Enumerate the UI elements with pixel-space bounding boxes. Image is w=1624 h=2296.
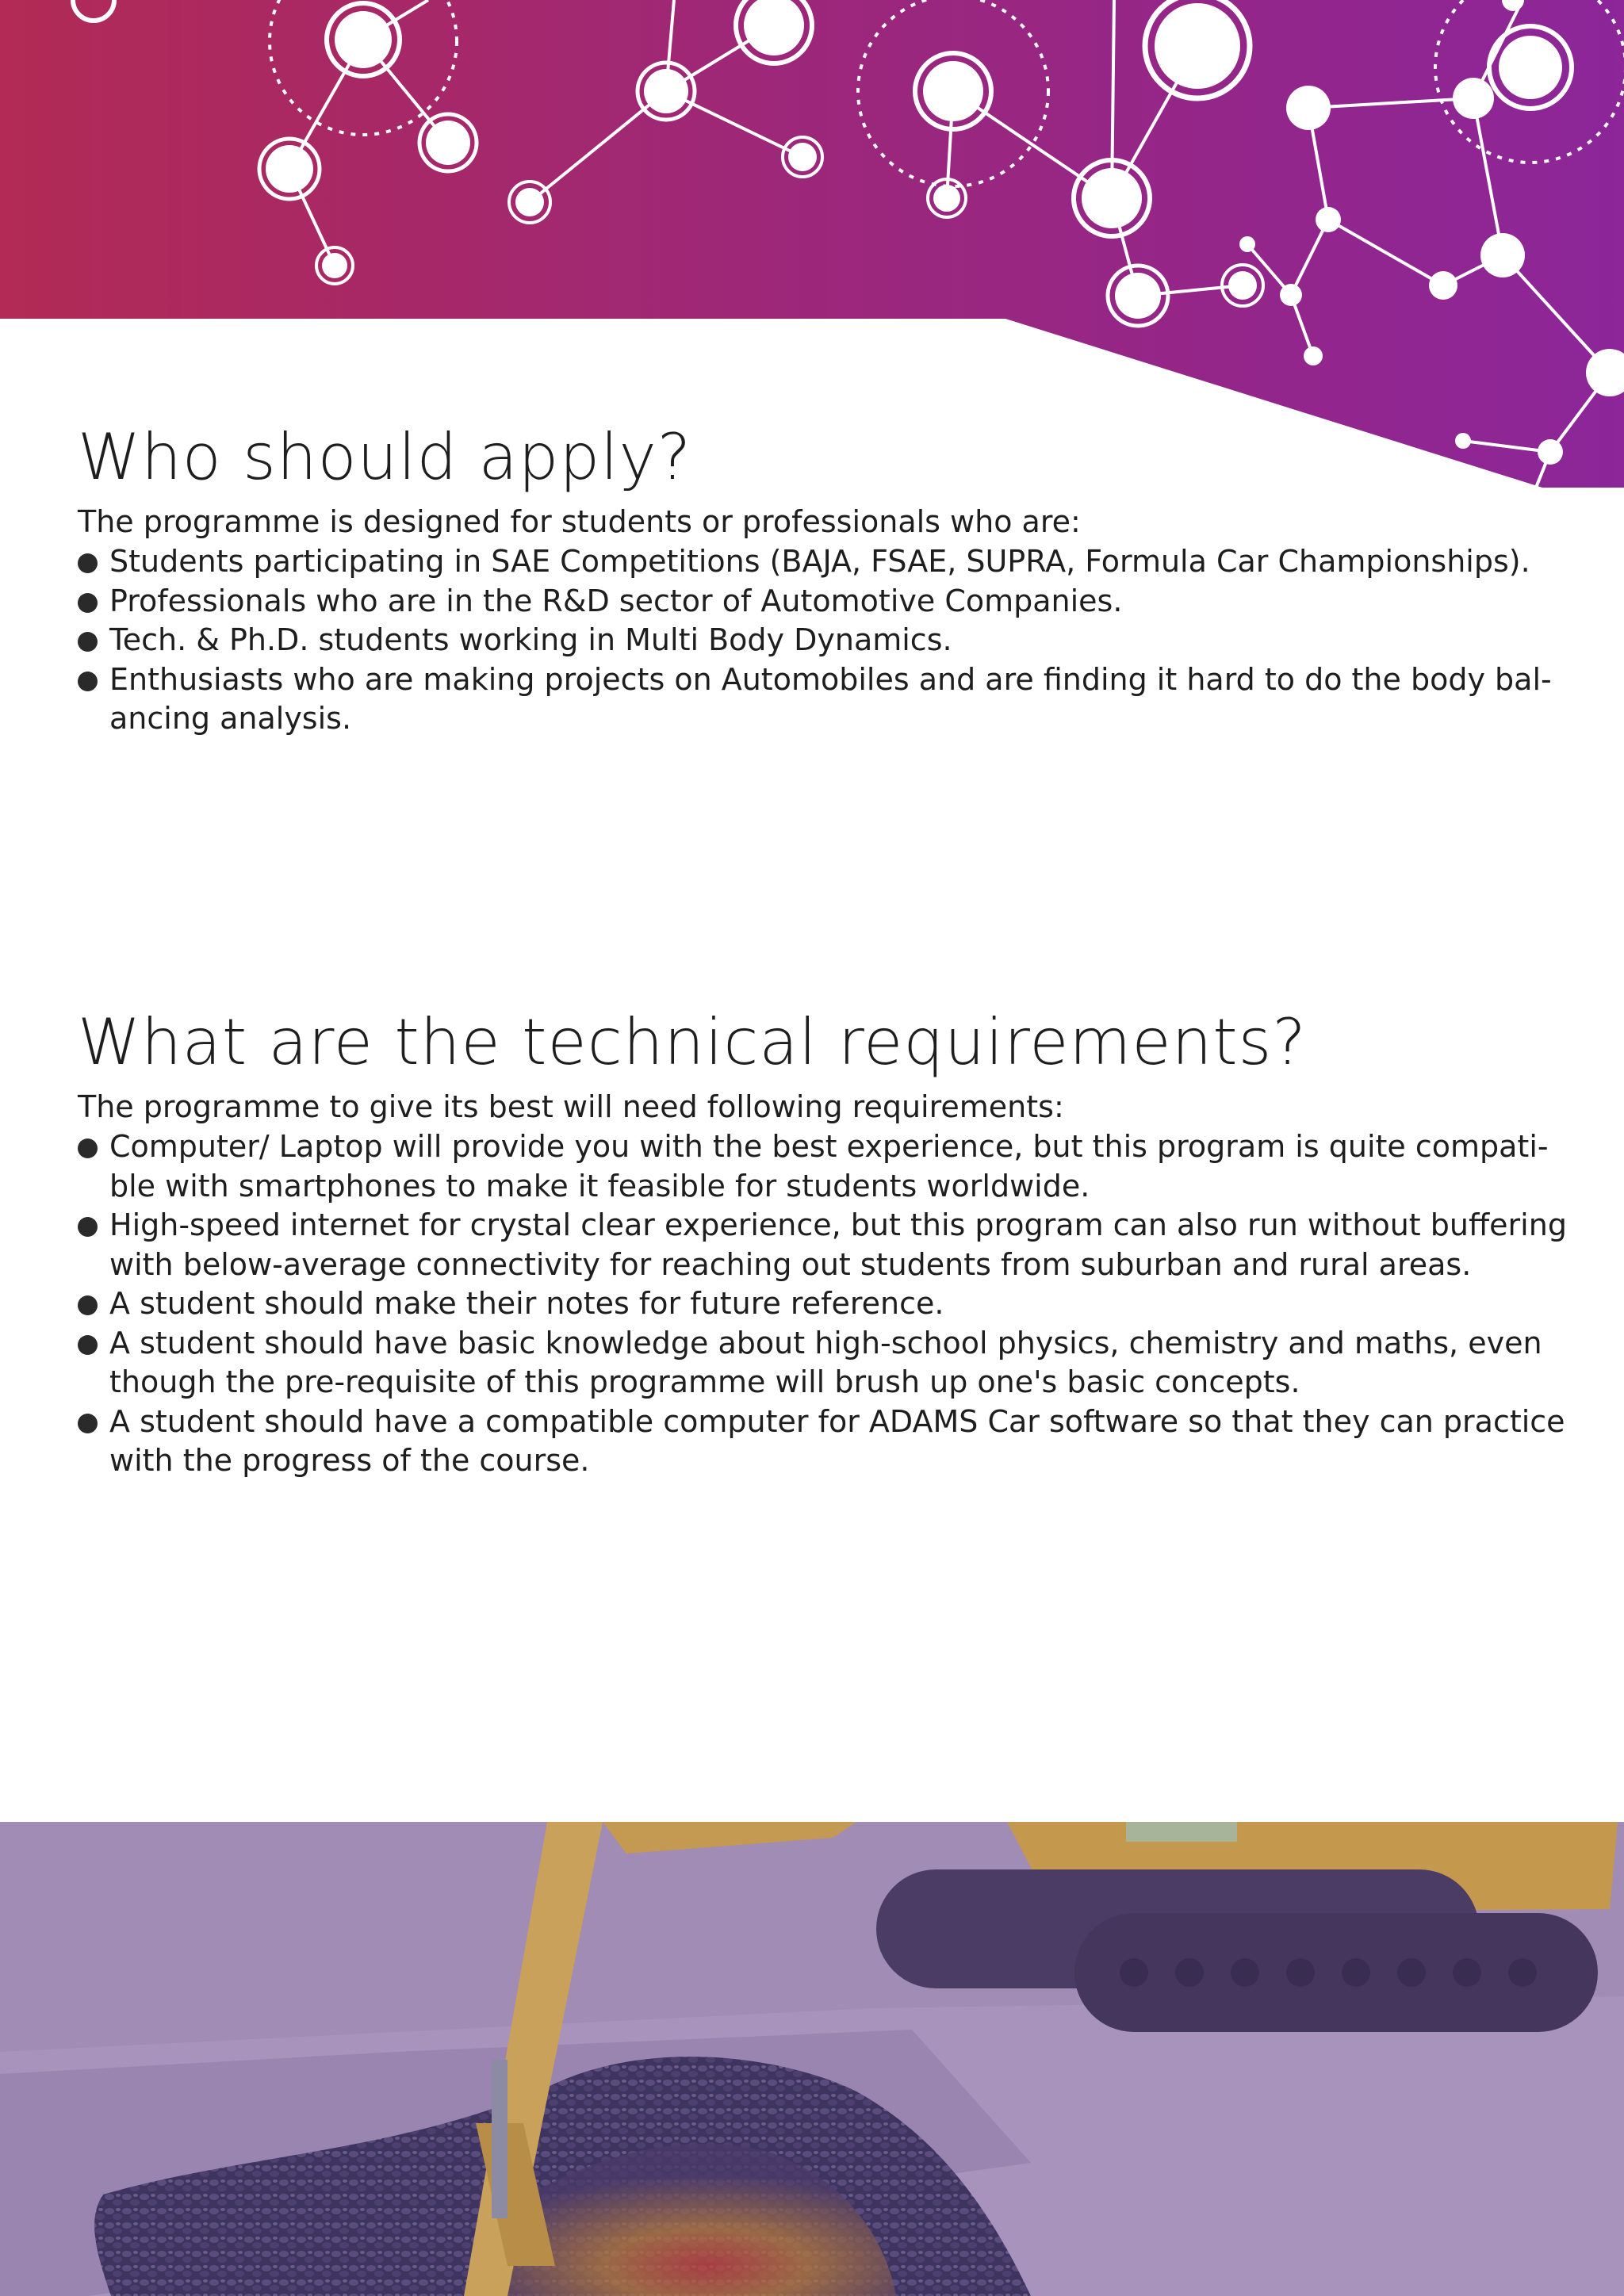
list-item <box>78 1127 1568 1206</box>
header-banner <box>0 0 1624 492</box>
bullet-icon <box>78 1217 98 1237</box>
list-item-text: Computer/ Laptop will provide you with the best experience, but this program is quite compati-ble with smartphones to make it feasible for students worldwide. <box>109 1129 1549 1203</box>
list-item-text: Professionals who are in the R&D sector of Automotive Companies. <box>109 583 1123 618</box>
list-item-text: High-speed internet for crystal clear experience, but this program can also run without buffering with below-average connectivity for reaching out students from suburban and rural areas. <box>109 1207 1567 1282</box>
who-should-apply-heading: Who should apply? <box>78 420 692 494</box>
who-should-apply-section <box>78 420 1568 739</box>
list-item-text: A student should make their notes for future reference. <box>109 1286 944 1321</box>
bullet-icon <box>78 1295 98 1315</box>
bullet-icon <box>78 593 98 613</box>
list-item <box>78 1206 1568 1284</box>
list-item <box>78 621 1568 660</box>
bullet-icon <box>78 553 98 573</box>
list-item <box>78 1324 1568 1402</box>
list-item-text: Enthusiasts who are making projects on Automobiles and are finding it hard to do the body bal-ancing analysis. <box>109 661 1552 736</box>
list-item-text: A student should have a compatible computer for ADAMS Car software so that they can practice with the progress of the course. <box>109 1403 1565 1478</box>
list-item <box>78 1284 1568 1324</box>
technical-requirements-intro: The programme to give its best will need following requirements: <box>78 1089 1064 1124</box>
technical-requirements-list <box>78 1127 1568 1481</box>
list-item <box>78 660 1568 739</box>
excavator-simulation-image <box>0 1822 1624 2296</box>
list-item-text: A student should have basic knowledge about high-school physics, chemistry and maths, even though the pre-requisite of this programme will brush up one's basic concepts. <box>109 1325 1542 1399</box>
list-item <box>78 542 1568 582</box>
technical-requirements-section <box>78 1005 1568 1481</box>
list-item <box>78 1402 1568 1481</box>
list-item-text: Tech. & Ph.D. students working in Multi Body Dynamics. <box>109 622 952 657</box>
bullet-icon <box>78 1335 98 1355</box>
bullet-icon <box>78 672 98 691</box>
list-item-text: Students participating in SAE Competitions (BAJA, FSAE, SUPRA, Formula Car Championships). <box>109 544 1530 579</box>
who-should-apply-intro: The programme is designed for students or professionals who are: <box>78 504 1081 539</box>
bullet-icon <box>78 1414 98 1433</box>
bullet-icon <box>78 1138 98 1158</box>
technical-requirements-heading: What are the technical requirements? <box>78 1005 1307 1079</box>
header-background-shape <box>0 0 1624 488</box>
bullet-icon <box>78 632 98 652</box>
list-item <box>78 582 1568 622</box>
who-should-apply-list <box>78 542 1568 739</box>
